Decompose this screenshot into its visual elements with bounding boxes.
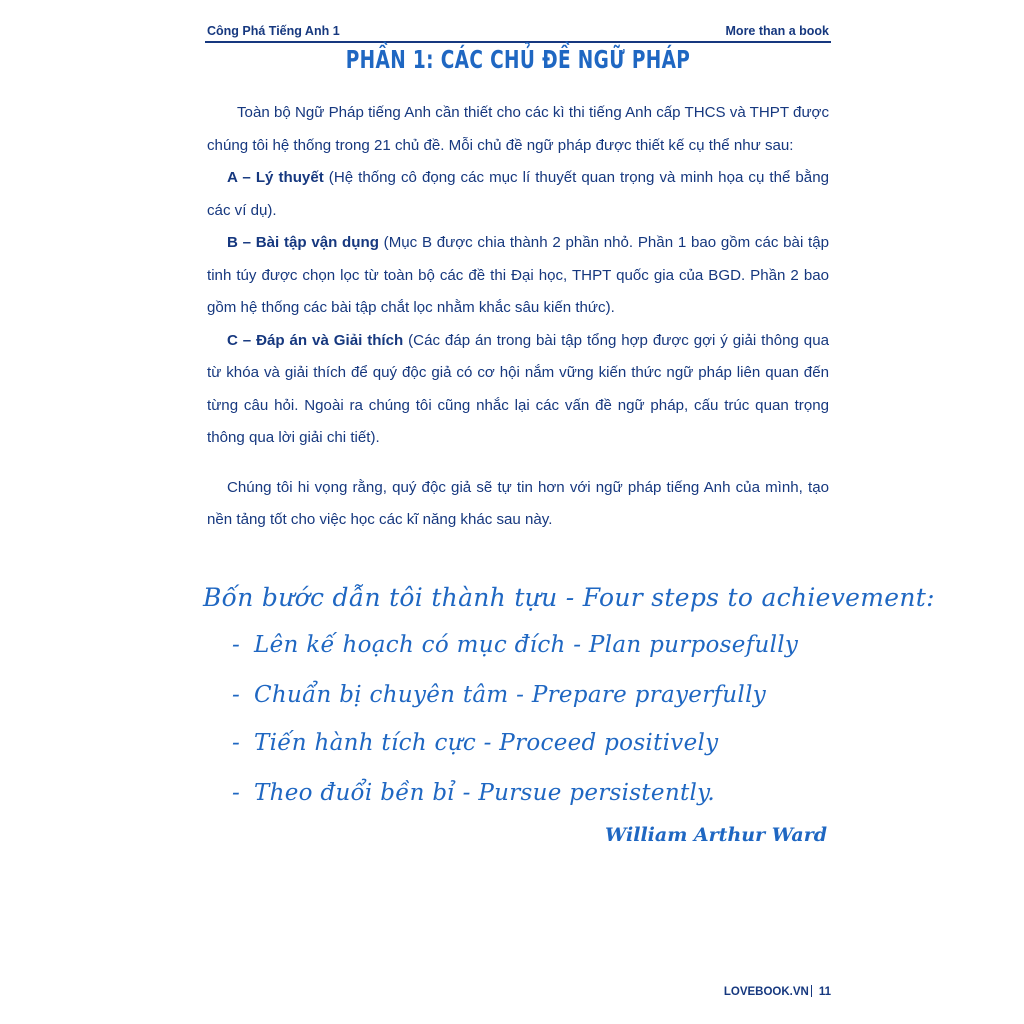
page-number: 11 — [818, 986, 831, 998]
list-dash: - — [232, 682, 241, 708]
header-rule — [205, 41, 831, 43]
quote-author: William Arthur Ward — [605, 824, 827, 846]
intro-paragraph: Toàn bộ Ngữ Pháp tiếng Anh cần thiết cho các kì thi tiếng Anh cấp THCS và THPT được chúng tôi hệ thống trong 21 chủ đề. Mỗi chủ đề ngữ pháp được thiết kế cụ thể như sau: — [207, 104, 829, 154]
quote-item — [232, 632, 798, 658]
quote-item — [232, 780, 715, 806]
list-dash: - — [232, 730, 241, 756]
footer-site: LOVEBOOK.VN — [723, 986, 809, 998]
body-text — [207, 97, 829, 537]
list-dash: - — [232, 632, 241, 658]
section-a-lead: A – Lý thuyết — [227, 169, 324, 186]
quote-item-text: Lên kế hoạch có mục đích - Plan purposefully — [254, 632, 799, 658]
section-b-paragraph — [207, 227, 829, 325]
quote-item-text: Chuẩn bị chuyên tâm - Prepare prayerfully — [254, 682, 767, 708]
page-title: PHẦN 1: CÁC CHỦ ĐỀ NGỮ PHÁP — [345, 45, 691, 74]
quote-item-text: Theo đuổi bền bỉ - Pursue persistently. — [254, 780, 715, 806]
page-footer — [724, 985, 831, 998]
section-c-text: (Các đáp án trong bài tập tổng hợp được gợi ý giải thông qua từ khóa và giải thích để quý độc giả có cơ hội nắm vững kiến thức ngữ pháp liên quan đến từng câu hỏi. Ngoài ra chúng tôi cũng nhắc lại các vấn đề ngữ pháp, cấu trúc quan trọng thông qua lời giải chi tiết). — [207, 331, 829, 446]
list-dash: - — [232, 780, 241, 806]
running-header — [207, 22, 831, 42]
book-title: Công Phá Tiếng Anh 1 — [207, 24, 340, 38]
section-c-lead: C – Đáp án và Giải thích — [227, 331, 404, 349]
tagline: More than a book — [725, 24, 829, 38]
quote-item — [232, 730, 718, 756]
section-c-paragraph — [207, 325, 829, 455]
quote-heading: Bốn bước dẫn tôi thành tựu - Four steps to achievement: — [203, 583, 935, 612]
quote-item-text: Tiến hành tích cực - Proceed positively — [254, 730, 719, 756]
section-b-text: (Mục B được chia thành 2 phần nhỏ. Phần 1 bao gồm các bài tập tinh túy được chọn lọc từ toàn bộ các đề thi Đại học, THPT quốc gia của BGD. Phần 2 bao gồm hệ thống các bài tập chắt lọc nhằm khắc sâu kiến thức). — [207, 234, 830, 316]
footer-separator — [811, 985, 815, 997]
quote-item — [232, 682, 766, 708]
section-a-paragraph — [207, 162, 829, 227]
section-a-text: (Hệ thống cô đọng các mục lí thuyết quan trọng và minh họa cụ thể bằng các ví dụ). — [207, 169, 829, 219]
closing-paragraph: Chúng tôi hi vọng rằng, quý độc giả sẽ tự tin hơn với ngữ pháp tiếng Anh của mình, tạo nền tảng tốt cho việc học các kĩ năng khác sau này. — [207, 478, 829, 528]
section-b-lead: B – Bài tập vận dụng — [227, 234, 379, 251]
